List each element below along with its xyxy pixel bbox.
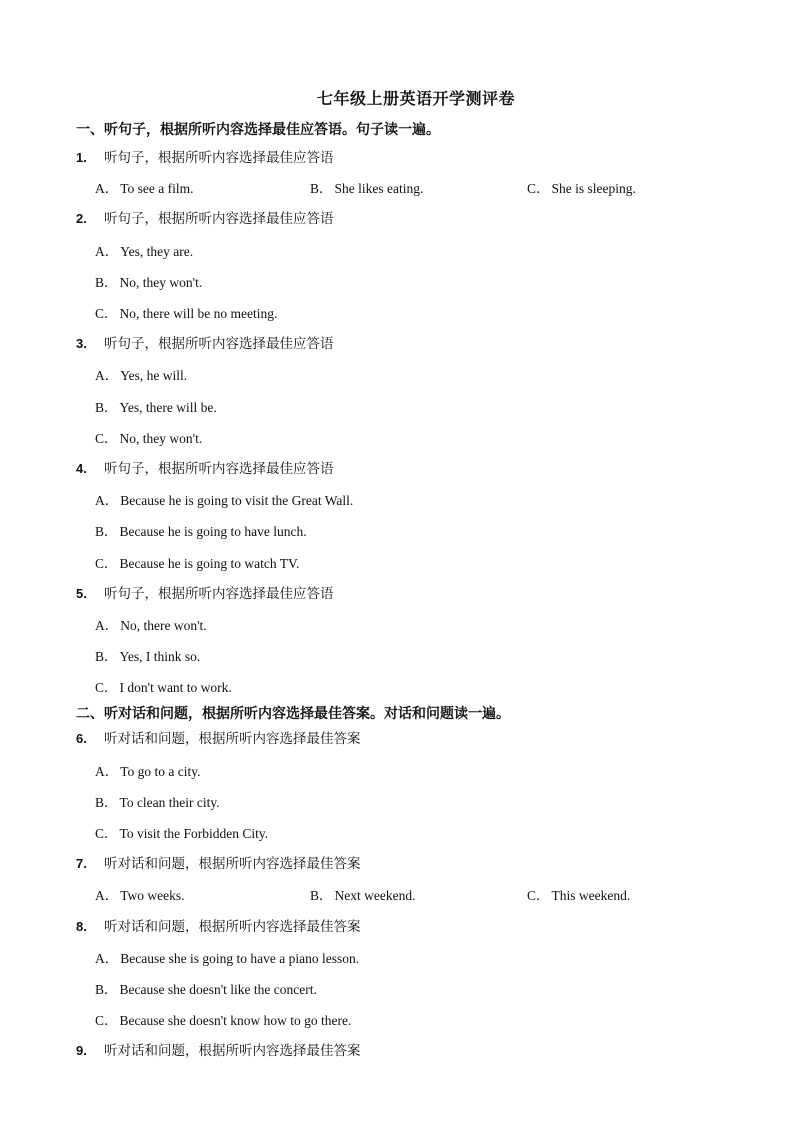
option-c[interactable] bbox=[95, 822, 268, 842]
option-c[interactable] bbox=[527, 177, 636, 197]
option-a[interactable] bbox=[95, 884, 185, 904]
option-text: Next weekend. bbox=[334, 888, 416, 903]
option-text: Yes, he will. bbox=[120, 368, 188, 383]
question-9 bbox=[76, 1039, 361, 1059]
option-letter: A． bbox=[95, 368, 119, 383]
option-text: To visit the Forbidden City. bbox=[119, 826, 269, 841]
option-letter: B． bbox=[95, 400, 118, 415]
option-text: Because she is going to have a piano lesson. bbox=[120, 951, 360, 966]
section-heading-1: 一、听句子，根据所听内容选择最佳应答语。句子读一遍。 bbox=[76, 122, 440, 138]
option-a[interactable] bbox=[95, 489, 353, 509]
question-number: 3. bbox=[76, 336, 87, 351]
option-b[interactable] bbox=[95, 791, 220, 811]
option-letter: C． bbox=[527, 181, 550, 196]
option-text: To clean their city. bbox=[119, 795, 220, 810]
question-number: 8. bbox=[76, 919, 87, 934]
option-c[interactable] bbox=[527, 884, 630, 904]
option-letter: A． bbox=[95, 951, 119, 966]
option-letter: B． bbox=[95, 649, 118, 664]
question-8 bbox=[76, 915, 361, 935]
option-letter: B． bbox=[95, 275, 118, 290]
question-2 bbox=[76, 207, 334, 227]
option-b[interactable] bbox=[95, 396, 217, 416]
question-prompt: 听句子，根据所听内容选择最佳应答语 bbox=[104, 336, 334, 352]
option-letter: C． bbox=[95, 431, 118, 446]
question-1 bbox=[76, 146, 334, 166]
section-heading-2: 二、听对话和问题，根据所听内容选择最佳答案。对话和问题读一遍。 bbox=[76, 706, 510, 722]
option-text: She likes eating. bbox=[334, 181, 424, 196]
option-text: Because he is going to visit the Great Wall. bbox=[120, 493, 354, 508]
option-letter: A． bbox=[95, 181, 119, 196]
option-letter: B． bbox=[95, 524, 118, 539]
option-text: Yes, they are. bbox=[120, 244, 194, 259]
option-text: She is sleeping. bbox=[551, 181, 636, 196]
option-text: Because she doesn't know how to go there. bbox=[119, 1013, 352, 1028]
question-7 bbox=[76, 852, 361, 872]
option-letter: A． bbox=[95, 764, 119, 779]
question-prompt: 听句子，根据所听内容选择最佳应答语 bbox=[104, 461, 334, 477]
option-text: To see a film. bbox=[120, 181, 194, 196]
option-text: No, there won't. bbox=[120, 618, 207, 633]
option-b[interactable] bbox=[95, 520, 307, 540]
question-prompt: 听对话和问题，根据所听内容选择最佳答案 bbox=[104, 731, 361, 747]
option-letter: B． bbox=[310, 181, 333, 196]
option-text: No, they won't. bbox=[119, 275, 203, 290]
option-text: I don't want to work. bbox=[119, 680, 232, 695]
option-letter: C． bbox=[95, 680, 118, 695]
option-a[interactable] bbox=[95, 240, 193, 260]
question-number: 4. bbox=[76, 461, 87, 476]
question-prompt: 听对话和问题，根据所听内容选择最佳答案 bbox=[104, 1043, 361, 1059]
question-4 bbox=[76, 457, 334, 477]
option-text: Because he is going to watch TV. bbox=[119, 556, 300, 571]
option-a[interactable] bbox=[95, 614, 207, 634]
question-number: 7. bbox=[76, 856, 87, 871]
option-b[interactable] bbox=[95, 978, 317, 998]
question-prompt: 听对话和问题，根据所听内容选择最佳答案 bbox=[104, 919, 361, 935]
option-a[interactable] bbox=[95, 760, 201, 780]
question-prompt: 听句子，根据所听内容选择最佳应答语 bbox=[104, 211, 334, 227]
option-letter: A． bbox=[95, 493, 119, 508]
option-text: Two weeks. bbox=[120, 888, 185, 903]
option-letter: C． bbox=[95, 1013, 118, 1028]
option-text: To go to a city. bbox=[120, 764, 201, 779]
question-3 bbox=[76, 332, 334, 352]
option-letter: A． bbox=[95, 888, 119, 903]
option-text: Because he is going to have lunch. bbox=[119, 524, 307, 539]
option-text: No, there will be no meeting. bbox=[119, 306, 278, 321]
option-text: This weekend. bbox=[551, 888, 631, 903]
option-b[interactable] bbox=[310, 884, 415, 904]
question-number: 6. bbox=[76, 731, 87, 746]
option-letter: C． bbox=[95, 306, 118, 321]
option-letter: B． bbox=[95, 982, 118, 997]
option-a[interactable] bbox=[95, 947, 359, 967]
option-c[interactable] bbox=[95, 302, 277, 322]
question-number: 5. bbox=[76, 586, 87, 601]
option-c[interactable] bbox=[95, 427, 202, 447]
option-a[interactable] bbox=[95, 177, 194, 197]
option-text: No, they won't. bbox=[119, 431, 203, 446]
question-number: 2. bbox=[76, 211, 87, 226]
question-number: 1. bbox=[76, 150, 87, 165]
question-prompt: 听对话和问题，根据所听内容选择最佳答案 bbox=[104, 856, 361, 872]
option-letter: B． bbox=[310, 888, 333, 903]
option-c[interactable] bbox=[95, 552, 299, 572]
option-letter: C． bbox=[527, 888, 550, 903]
option-b[interactable] bbox=[95, 645, 200, 665]
option-letter: C． bbox=[95, 826, 118, 841]
question-number: 9. bbox=[76, 1043, 87, 1058]
option-c[interactable] bbox=[95, 1009, 351, 1029]
question-prompt: 听句子，根据所听内容选择最佳应答语 bbox=[104, 150, 334, 166]
option-letter: A． bbox=[95, 618, 119, 633]
page-title: 七年级上册英语开学测评卷 bbox=[316, 89, 515, 108]
option-c[interactable] bbox=[95, 676, 232, 696]
option-letter: A． bbox=[95, 244, 119, 259]
option-text: Because she doesn't like the concert. bbox=[119, 982, 317, 997]
option-text: Yes, I think so. bbox=[119, 649, 201, 664]
question-6 bbox=[76, 727, 361, 747]
option-text: Yes, there will be. bbox=[119, 400, 217, 415]
question-prompt: 听句子，根据所听内容选择最佳应答语 bbox=[104, 586, 334, 602]
option-letter: C． bbox=[95, 556, 118, 571]
option-b[interactable] bbox=[95, 271, 202, 291]
question-5 bbox=[76, 582, 334, 602]
option-a[interactable] bbox=[95, 364, 187, 384]
option-b[interactable] bbox=[310, 177, 423, 197]
option-letter: B． bbox=[95, 795, 118, 810]
